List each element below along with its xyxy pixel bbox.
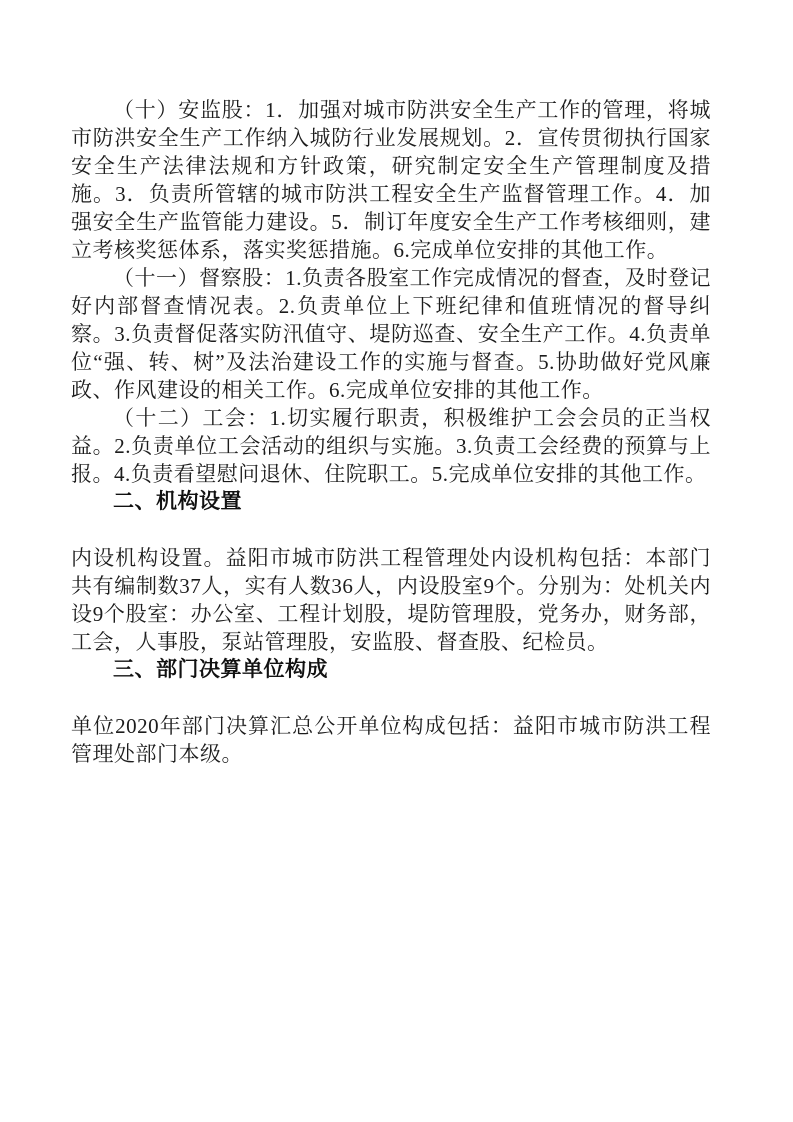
paragraph-section-12-labor-union: （十二）工会：1.切实履行职责，积极维护工会会员的正当权益。2.负责单位工会活动的组织与实施。3.负责工会经费的预算与上报。4.负责看望慰问退休、住院职工。5.完成单位安排的其他工作。	[71, 406, 711, 486]
heading-section-2-organization-setup: 二、机构设置	[113, 490, 242, 513]
heading-section-3-budget-unit-composition: 三、部门决算单位构成	[113, 658, 328, 681]
document-content	[71, 96, 711, 768]
paragraph-section-10-safety-supervision: （十）安监股：1．加强对城市防洪安全生产工作的管理，将城市防洪安全生产工作纳入城防行业发展规划。2．宣传贯彻执行国家安全生产法律法规和方针政策，研究制定安全生产管理制度及措施。3．负责所管辖的城市防洪工程安全生产监督管理工作。4．加强安全生产监管能力建设。5．制订年度安全生产工作考核细则，建立考核奖惩体系，落实奖惩措施。6.完成单位安排的其他工作。	[71, 98, 711, 262]
paragraph-section-11-inspection-office: （十一）督察股：1.负责各股室工作完成情况的督查，及时登记好内部督查情况表。2.负责单位上下班纪律和值班情况的督导纠察。3.负责督促落实防汛值守、堤防巡查、安全生产工作。4.负责单位“强、转、树”及法治建设工作的实施与督查。5.协助做好党风廉政、作风建设的相关工作。6.完成单位安排的其他工作。	[71, 266, 711, 402]
paragraph-budget-unit-composition: 单位2020年部门决算汇总公开单位构成包括：益阳市城市防洪工程管理处部门本级。	[71, 714, 711, 766]
paragraph-internal-organization: 内设机构设置。益阳市城市防洪工程管理处内设机构包括：本部门共有编制数37人，实有人数36人，内设股室9个。分别为：处机关内设9个股室：办公室、工程计划股，堤防管理股，党务办，财务部，工会，人事股，泵站管理股，安监股、督查股、纪检员。	[71, 546, 711, 654]
